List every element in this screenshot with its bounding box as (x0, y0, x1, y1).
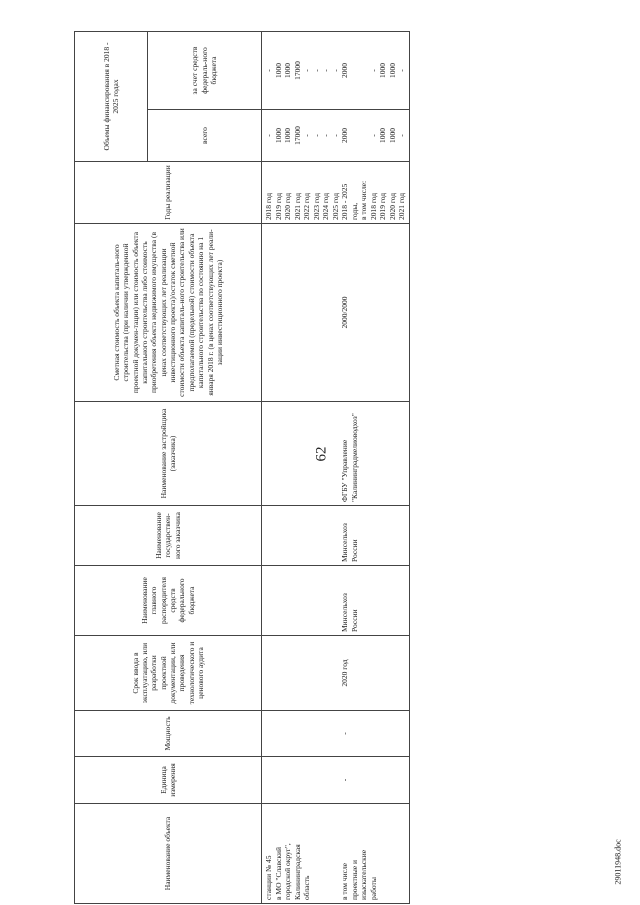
total-value: - (330, 134, 340, 137)
federal-value: - (264, 69, 273, 72)
year-label: 2018 год (264, 192, 273, 220)
header-object-name: Наименование объекта (75, 804, 262, 904)
developer-line: "Калининградмелиоводхоз" (349, 413, 359, 502)
sub-row-federal: - (397, 69, 406, 72)
commission-date-value: 2020 год (340, 659, 349, 687)
sub-row-federal: 1000 (387, 63, 397, 78)
estimated-cost-value: 2000/2000 (340, 296, 349, 329)
federal-value: 1000 (283, 63, 292, 78)
federal-value: - (330, 69, 340, 72)
developer-line: ФГБУ "Управление (340, 439, 349, 502)
sub-year-label: 2021 год (397, 192, 406, 220)
page-number: 62 (313, 446, 330, 462)
federal-value: - (321, 69, 330, 72)
total-value: 1000 (283, 128, 292, 143)
year-label: 2025 год (330, 192, 340, 220)
total-value: - (302, 134, 311, 137)
header-developer: Наименование застройщика (заказчика) (75, 402, 262, 506)
federal-cell (262, 32, 410, 110)
header-estimated-cost: Сметная стоимость объекта капиталь-ного строительства (при наличии утвержденной проектной докумен-тации) или стоимость объекта капитального строительства либо стоимость приобретения объекта недвижимого имущества (в ценах соответствующих лет реализации инвестиционного проекта)/остаток сметной стоимости объекта капиталь-ного строительства или предполагаемой (предельной) стоимости объекта капитального строительства по состоянию на 1 января 2018 г. (в ценах соответствующих лет реали-зации инвестиционного проекта) (75, 224, 262, 402)
header-main-manager: Наименование главного распорядителя средств федерального бюджета (75, 566, 262, 636)
sub-label-line: изыскательские (359, 849, 368, 900)
sub-row-federal: - (368, 69, 378, 72)
capacity-cell (262, 711, 410, 757)
header-total: всего (148, 110, 262, 162)
year-label: 2020 год (283, 192, 292, 220)
total-value: - (264, 134, 273, 137)
main-manager-line: Минсельхоз (340, 593, 349, 632)
sub-year-label: 2019 год (378, 192, 387, 220)
total-value: - (321, 134, 330, 137)
header-federal: за счет средств федераль-ного бюджета (148, 32, 262, 110)
sub-label-line: в том числе (340, 862, 349, 900)
state-customer-line: России (349, 539, 359, 562)
investment-table (74, 31, 410, 904)
developer-cell (262, 402, 410, 506)
sub-row-total: 1000 (387, 128, 397, 143)
federal-value: - (311, 69, 321, 72)
year-label: 2021 год (292, 192, 302, 220)
year-label: 2024 год (321, 192, 330, 220)
estimated-cost-cell (262, 224, 410, 402)
total-value: 1000 (273, 128, 283, 143)
main-manager-line: России (349, 609, 359, 632)
header-state-customer: Наименование государствен-ного заказчика (75, 506, 262, 566)
sub-year-label: 2020 год (387, 192, 397, 220)
header-unit: Единица измерения (75, 757, 262, 804)
header-commission-date: Срок ввода в эксплуатацию, или разработки проектной документации, или проведения технологического и ценового аудита (75, 636, 262, 711)
unit-cell (262, 757, 410, 804)
header-capacity: Мощность (75, 711, 262, 757)
object-name-line: в МО "Славский (273, 846, 283, 900)
year-label: 2023 год (311, 192, 321, 220)
state-customer-line: Минсельхоз (340, 523, 349, 562)
sub-years-line: годы, (349, 202, 359, 220)
sub-row-total: - (368, 134, 378, 137)
total-value: 17000 (292, 126, 302, 145)
federal-value: - (302, 69, 311, 72)
state-customer-cell (262, 506, 410, 566)
sub-row-total: 1000 (378, 128, 387, 143)
year-label: 2022 год (302, 192, 311, 220)
sub-label-line: проектные и (349, 859, 359, 900)
sub-row-federal: 1000 (378, 63, 387, 78)
capacity-value: - (340, 732, 349, 735)
header-years: Годы реализации (75, 162, 262, 224)
investment-table-rotated (74, 32, 616, 904)
total-value: - (311, 134, 321, 137)
sub-total-value: 2000 (340, 128, 349, 143)
sub-federal-value: 2000 (340, 63, 349, 78)
sub-label-line: работы (368, 877, 378, 900)
total-cell (262, 110, 410, 162)
object-name-cell (262, 804, 410, 904)
header-funding: Объемы финансирования в 2018 - 2025 годах (75, 32, 148, 162)
main-manager-cell (262, 566, 410, 636)
table-body-row (262, 32, 410, 904)
unit-value: - (340, 778, 349, 782)
sub-row-total: - (397, 134, 406, 137)
object-name-line: городской округ", (283, 843, 292, 900)
sub-years-line: 2018 - 2025 (340, 183, 349, 220)
object-name-line: Калининградская (292, 844, 302, 900)
sub-year-label: 2018 год (368, 192, 378, 220)
footer-filename: 29011948.doc (613, 839, 623, 885)
sub-years-line: в том числе: (359, 180, 368, 220)
object-name-line: область (302, 875, 311, 900)
commission-date-cell (262, 636, 410, 711)
year-label: 2019 год (273, 192, 283, 220)
object-name-line: станции № 45 (264, 855, 273, 900)
years-cell (262, 162, 410, 224)
federal-value: 1000 (273, 63, 283, 78)
federal-value: 17000 (292, 61, 302, 80)
